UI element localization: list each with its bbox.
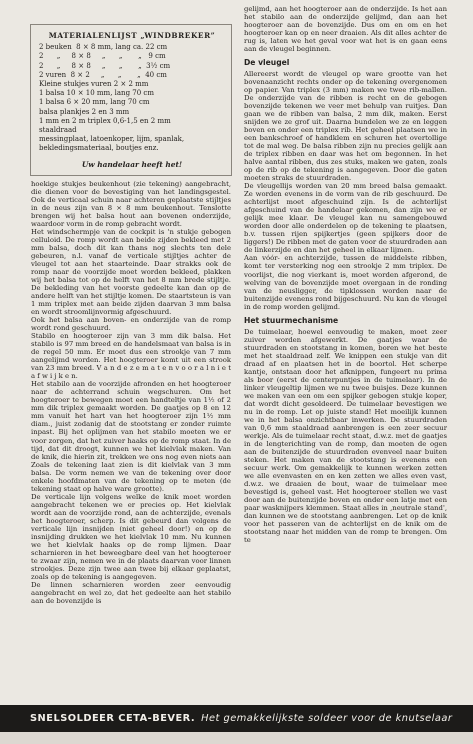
- paragraph: hoekige stukjes beukenhout (zie tekening) aangebracht, die dienen voor de bevestiging van het landingsgestel. Ook de verticaal schuin naar achteren geplaatste stijltjes in de neus zijn van 8 × 8 mm beukenhout. Tenslotte brengen wij het balsa hout aan bovenen onderzijde, waardoor vorm in de romp gebracht wordt.: [31, 180, 231, 229]
- banner-slogan: Het gemakkelijkste soldeer voor de knutselaar: [201, 713, 453, 724]
- bottom-margin: [0, 732, 473, 744]
- materials-line: 2 beuken 8 × 8 mm, lang ca. 22 cm: [39, 43, 168, 52]
- section-heading-vleugel: De vleugel: [244, 58, 290, 68]
- materials-list-lines: [39, 43, 225, 153]
- materials-line: messingplaat, latoenkoper, lijm, spanlak,: [39, 135, 185, 144]
- materials-list-footer: Uw handelaar heeft het!: [81, 159, 183, 169]
- paragraph: Het stabilo aan de voorzijde afronden en het hoogteroer naar de achterrand schuin wegschuren. Om het hoogteroer te bewegen moet een handteltje van 1½ of 2 mm dik triplex gemaakt worden. De gaatjes op 8 en 12 mm vanuit het hart van het hoogteroer zijn 1½ mm diam., juist zodanig dat de stootstang er zonder ruimte inpast. Bij het oplijmen van het stabilo moeten we er voor zorgen, dat het zuiver haaks op de romp staat. In de tijd, dat dit droogt, kunnen we het kielvlak maken. Van de knik, die hierin zit, trekken we ons nog even niets aan Zoals de tekening laat zien is dit kielvlak van 3 mm balsa. De vorm nemen we van de tekening over door enkele hoofdmaten van de tekening op te meten (de tekening staat op halve ware grootte).: [31, 380, 231, 493]
- materials-line: 1 mm en 2 m triplex 0,6-1,5 en 2 mm: [39, 116, 171, 125]
- paragraph: Het windschermpje van de cockpit is 'n stukje gebogen celluloid. De romp wordt aan beide zijden bekleed met 2 mm balsa, doch dit kan thans nog slechts ten dele gebeuren, n.l. vanaf de verticale stijltjes achter de vleugel tot aan het staarteinde. Daar strakks ook de romp naar de voorzijde moet worden bekleed, plakken wij het balsa tot op de helft van het 8 mm brede stijltje. De bekleding van het voorste gedeelte kan dan op de andere helft van het stijltje komen. De staartsteun is van 1 mm triplex met aan beide zijden daarvan 3 mm balsa en wordt stroomlijnvormig afgeschuurd.: [31, 228, 231, 317]
- paragraph: De tuimelaar, hoewel eenvoudig te maken, moet zeer zuiver worden afgewerkt. De gaatjes waar de stuurdraden en stootstang in komen, boren we het beste met het staaldraad zelf. We knippen een stukje van dit draad af en plaatsen het in de boortol. Het scherpe kantje, ontstaan door het afknippen, fungeert nu prima als boor (eerst de centerpuntjes in de tuimelaar). In de linker vleugeltip lijmen we nu twee buisjes. Deze kunnen we maken van een om een spijker gebogen stukje koper, dat wordt dicht gesoldeerd. De tuimelaar bevestigen we nu in de romp. Let op juiste stand! Het moeilijk kunnen we in het balsa onzichtbaar inwerken. De stuurdraden van 0,6 mm staaldraad aanbrengen is een zeer secuur werkje. Als de tuimelaar recht staat, d.w.z. met de gaatjes in de lengterichting van de romp, dan moeten de ogen aan de buitenzijde de stuurdraden evenveel naar buiten steken. Het maken van de stootstang is evenens een secuur werk. Om gemakkelijk te kunnen werken zetten we alle evenvasten en en ken zetten we alles even vast, d.w.z. we draaien de bout, waar de tuimelaar mee bevestigd is, geheel vast. Het hoogteroer stellen we vast door aan de buitenzijde boven en onder een latje met een paar wasknijpers klemmen. Staat alles in ,neutrale stand', dan kunnen we de stootstang aanbrengen. Let op de knik voor het passeren van de achterlijst en de knik om de stootstang naar het midden van de romp te brengen. Om te: [244, 327, 447, 544]
- materials-line: 1 balsa 6 × 20 mm, lang 70 cm: [39, 98, 150, 107]
- paragraph: Ook het balsa aan boven- en onderzijde van de romp wordt rond geschuurd.: [31, 316, 231, 333]
- paragraph: De linnen scharnieren worden zeer eenvoudig aangebracht en wel zo, dat het gedeelte aan het stabilo aan de bovenzijde is: [31, 580, 231, 605]
- right-text-column: [244, 5, 447, 544]
- materials-list-title: MATERIALENLIJST „WINDBREKER”: [48, 31, 216, 40]
- materials-line: bekledingsmateriaal, boutjes enz.: [39, 144, 159, 153]
- materials-line: staaldraad: [39, 126, 77, 135]
- left-text-column: [31, 180, 231, 605]
- materials-line: 2 „ 8 × 8 „ „ „ 3½ cm: [39, 61, 171, 70]
- paragraph: Allereerst wordt de vleugel op ware grootte van het bovenaanzicht rechts onder op de tekening overgenomen op papier. Van triplex (3 mm) maken we twee rib-mallen. De onderzijde van de ribben is recht en de gebogen bovenzijde tekenen we veer met behulp van ruitjes. Dan gaan we de ribben van balsa, 2 mm dik, maken. Eerst snijden we ze grof uit. Daarna bundelen we ze en leggen boven en onder een triplex rib. Het geheel plaatsen we in een bankschroef of handklem en schuren het overtollige tot de mal weg. De balsa ribben zijn nu precies gelijk aan de triplex ribben en daar was het om begonnen. In het halve aantal ribben, dus zes stuks, maken we gaten, zoals op de rib op de tekening is aangegeven. Door die gaten moeten straks de stuurdraden.: [244, 70, 447, 183]
- materials-line: 1 balsa 10 × 10 mm, lang 70 cm: [39, 89, 154, 98]
- materials-list-box: [30, 24, 232, 176]
- materials-line: 2 vuren 8 × 2 „ „ „ 40 cm: [39, 70, 167, 79]
- materials-line: 2 „ 8 × 8 „ „ „ 9 cm: [39, 52, 166, 61]
- paragraph: De verticale lijn volgens welke de knik moet worden aangebracht tekenen we er precies op. Het kielvlak wordt aan de voorzijde rond, aan de achterzijde, evenals het hoogteroer, scherp. Is dit gebeurd dan volgens de verticale lijn insnijden (niet geheel door!) en op de insnijding drukken we het kielvlak 10 mm. Nu kunnen we het kielvlak haaks op de romp lijmen. Daar scharnieren in het beweegbare deel van het hoogteroer te zwaar zijn, nemen we in de plaats daarvan voor linnen strookjes. Deze zijn twee aan twee bij elkaar geplaatst, zoals op de tekening is aangegeven.: [31, 492, 231, 581]
- advertisement-banner: [0, 705, 473, 732]
- paragraph: Stabilo en hoogteroer zijn van 3 mm dik balsa. Het stabilo is 97 mm breed en de handelsmaat van balsa is in de regel 50 mm. Er moet dus een strookje van 7 mm aangelijmd worden. Het hoogteroer komt uit een strook van 23 mm breed. V a n d e z e m a t e n v o o r a l n i e t a f w i j k e n.: [31, 332, 231, 381]
- materials-line: Kleine stukjes vuren 2 × 2 mm: [39, 80, 149, 89]
- materials-line: balsa plankjes 2 en 3 mm: [39, 107, 130, 116]
- section-heading-stuurmechanisme: Het stuurmechanisme: [244, 315, 339, 325]
- paragraph: Aan vóór- en achterzijde, tussen de middelste ribben, komt ter versterking nog een strookje 2 mm triplex. De voorlijst, die nog vierkant is, moet worden afgerond, de welving van de bovenzijde moet overgaan in de ronding van de neusligger, de tipklossen worden naar de buitenzijde evenens rond bijgeschuurd. Nu kan de vleugel in de romp worden gelijmd.: [244, 254, 447, 311]
- paragraph: gelijmd, aan het hoogteroer aan de onderzijde. Is het aan het stabilo aan de onderzijde gelijmd, dan aan het hoogteroer aan de bovenzijde. Dus om en om en het hoogteroer kan op en neer draaien. Als dit alles achter de rug is, laten we het geval voor wat het is en gaan eens aan de vleugel beginnen.: [244, 5, 447, 54]
- banner-brand: SNELSOLDEER CETA-BEVER.: [30, 713, 196, 724]
- paragraph: De vleugellijs worden van 20 mm breed balsa gemaakt. Ze worden evenens in de vorm van de rib geschuurd. De achterlijst moet afgeschuind zijn. Is de achterlijst afgeschuind van de handelaar gekomen, dan zijn we er gelijk mee klaar. De vleugel kan nu samengebouwd worden door alle onderdelen op de tekening te plaatsen, b.v. tussen rijen spijkertjes (geen spijkers door de liggers!) De ribben met de gaten voor de stuurdraden aan de linkerzijde en dan het geheel in elkaar lijmen.: [244, 182, 447, 255]
